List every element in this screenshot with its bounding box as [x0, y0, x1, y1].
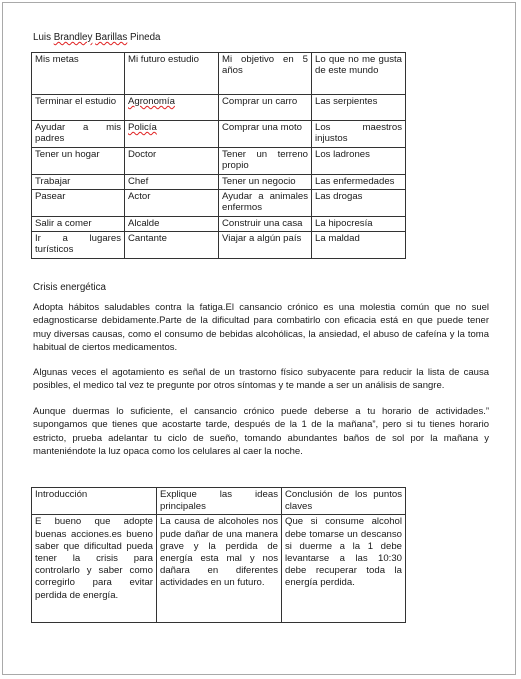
table-cell: Las enfermedades	[312, 175, 406, 190]
table-cell: Ayudar a mis padres	[32, 121, 125, 148]
paragraph: Aunque duermas lo suficiente, el cansancio crónico puede deberse a tu horario de actividades.” supongamos que tienes que acostarte tarde, después de la 1 de la mañana”, pero si tu tienes horario estricto, prueba adelantar tu ciclo de sueño, tomando abundantes baños de sol por la mañana y manteniéndote la luz opaca como los celulares al caer la noche.	[33, 406, 489, 457]
table-cell: Actor	[125, 190, 219, 217]
header-cell: Mis metas	[32, 53, 125, 95]
table-cell: Tener un negocio	[219, 175, 312, 190]
table-cell: Construir una casa	[219, 217, 312, 232]
header-cell: Explique las ideas principales	[157, 488, 282, 515]
table-row	[32, 232, 406, 259]
table-cell: Trabajar	[32, 175, 125, 190]
table-cell: Los maestros injustos	[312, 121, 406, 148]
table-cell: Que si consume alcohol debe tomarse un descanso si duerme a la 1 debe levantarse a las 10:30 debe recuperar toda la energía perdida.	[282, 515, 406, 623]
goals-table	[31, 52, 406, 259]
table-row	[32, 190, 406, 217]
table-cell: Ayudar a animales enfermos	[219, 190, 312, 217]
table-cell: Comprar un carro	[219, 95, 312, 121]
table-cell: La maldad	[312, 232, 406, 259]
header-cell: Mi objetivo en 5 años	[219, 53, 312, 95]
table-row	[32, 217, 406, 232]
table-cell: E bueno que adopte buenas acciones.es bueno saber que dificultad pueda tener la crisis para controlarlo y saber como corregirlo para evitar perdida de energía.	[32, 515, 157, 623]
header-cell: Mi futuro estudio	[125, 53, 219, 95]
table-row	[32, 515, 406, 623]
table-cell: Doctor	[125, 148, 219, 175]
table-cell: La hipocresía	[312, 217, 406, 232]
table-row	[32, 95, 406, 121]
table-cell: Salir a comer	[32, 217, 125, 232]
table-cell: Las serpientes	[312, 95, 406, 121]
header-cell: Lo que no me gusta de este mundo	[312, 53, 406, 95]
table-cell: Tener un terreno propio	[219, 148, 312, 175]
table-cell: Los ladrones	[312, 148, 406, 175]
table-cell: Comprar una moto	[219, 121, 312, 148]
table-header-row	[32, 53, 406, 95]
table-cell: Terminar el estudio	[32, 95, 125, 121]
table-cell: Chef	[125, 175, 219, 190]
table-cell: Pasear	[32, 190, 125, 217]
table-cell: Policía	[125, 121, 219, 148]
table-cell: Las drogas	[312, 190, 406, 217]
summary-table	[31, 487, 406, 623]
table-cell: Tener un hogar	[32, 148, 125, 175]
table-row	[32, 121, 406, 148]
header-cell: Introducción	[32, 488, 157, 515]
table-cell: Ir a lugares turísticos	[32, 232, 125, 259]
paragraph: Adopta hábitos saludables contra la fatiga.El cansancio crónico es una molestia común que no suel edagnosticarse debidamente.Parte de la dificultad para combatirlo con eficacia está en que puede tener muy diversas causas, como el consumo de bebidas alcohólicas, la ansiedad, el abuso de cafeína y la toma habitual de ciertos medicamentos.	[33, 302, 489, 353]
table-header-row	[32, 488, 406, 515]
table-cell: La causa de alcoholes nos pude dañar de una manera grave y la perdida de energía esta mal y nos dañara en diferentes actividades en un futuro.	[157, 515, 282, 623]
table-cell: Cantante	[125, 232, 219, 259]
table-row	[32, 175, 406, 190]
table-cell: Agronomía	[125, 95, 219, 121]
header-cell: Conclusión de los puntos claves	[282, 488, 406, 515]
table-row	[32, 148, 406, 175]
section-title: Crisis energética	[33, 282, 106, 293]
table-cell: Viajar a algún país	[219, 232, 312, 259]
paragraph: Algunas veces el agotamiento es señal de un trastorno físico subyacente para reducir la lista de causa posibles, el medico tal vez te pregunte por otros síntomas y te mande a ser un análisis de sangre.	[33, 367, 489, 392]
table-cell: Alcalde	[125, 217, 219, 232]
author-name: Luis Brandley Barillas Pineda	[33, 32, 161, 43]
